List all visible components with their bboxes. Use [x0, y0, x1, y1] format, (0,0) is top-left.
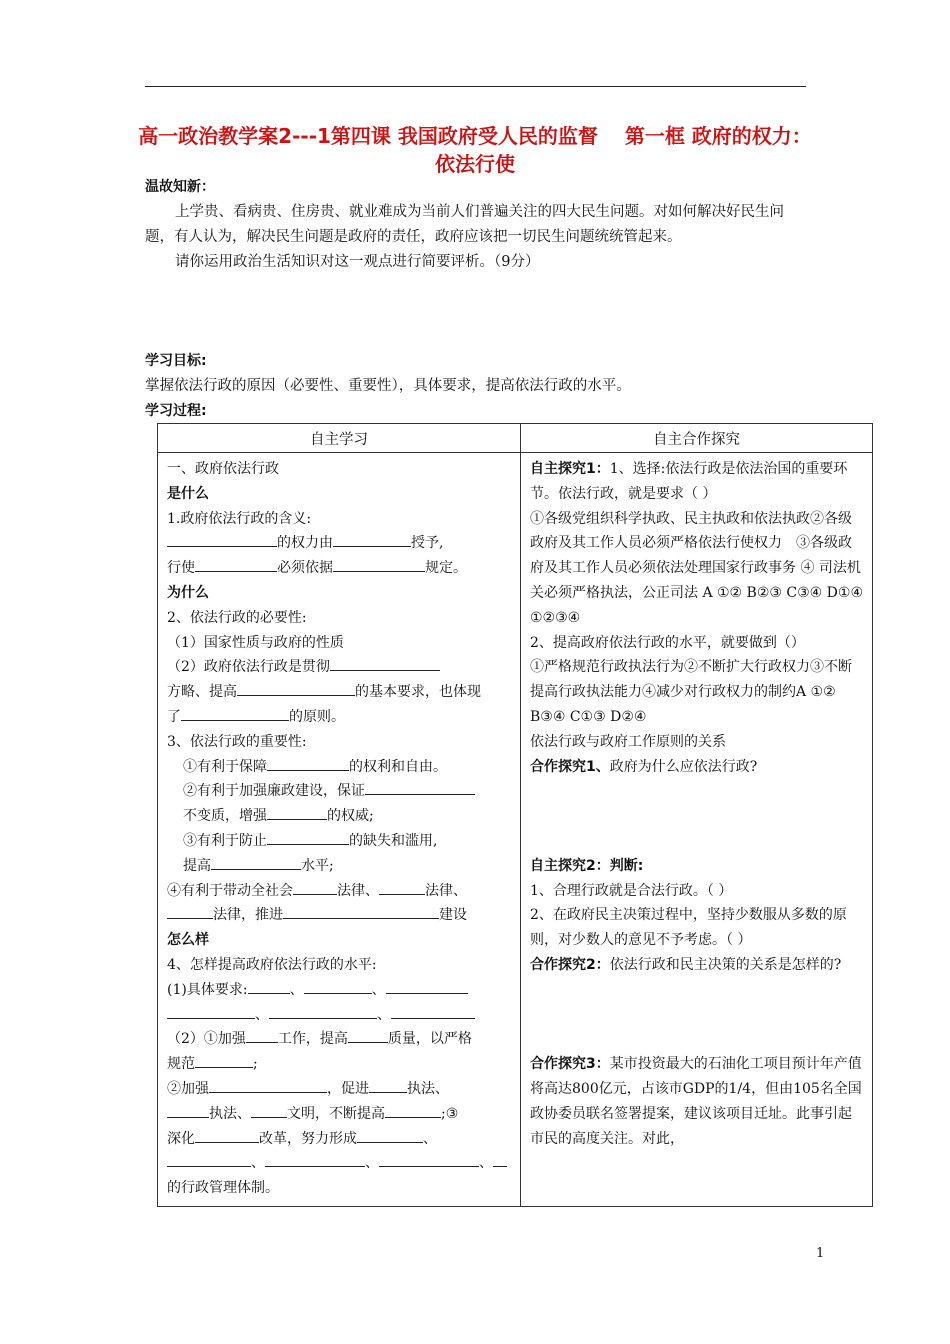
page-title: 高一政治教学案2---1第四课 我国政府受人民的监督 第一框 政府的权力：依法行使	[138, 124, 812, 176]
fill-line-q4c-4: 、 、 、	[167, 1151, 511, 1176]
explore-1-options: ①各级党组织科学执政、民主执政和依法执政②各级政府及其工作人员必须严格依法行使权力 ③各级政府及其工作人员必须依法处理国家行政事务 ④ 司法机关必须严格执法，公正司法 A ①② B②③ C③④ D①④ ①②③④	[530, 510, 877, 626]
review-heading: 温故知新：	[145, 179, 215, 195]
blank[interactable]	[265, 1151, 365, 1167]
q2a-text: （1）国家性质与政府的性质	[167, 634, 344, 651]
blank[interactable]	[333, 531, 411, 547]
fill-line-q2b-2: 方略、提高 的基本要求，也体现	[167, 680, 511, 705]
blank[interactable]	[251, 1102, 287, 1118]
blank[interactable]	[379, 1151, 479, 1167]
blank[interactable]	[195, 1052, 253, 1068]
what-heading: 是什么	[167, 485, 209, 502]
fill-line-q4b-2: 规范 ;	[167, 1052, 511, 1077]
goals-text: 掌握依法行政的原因（必要性、重要性），具体要求，提高依法行政的水平。	[145, 378, 631, 394]
coop-3: 合作探究3：某市投资最大的石油化工项目预计年产值将高达800亿元，占该市GDP的1/4，但由105名全国政协委员联名签署提案，建议该项目迁址。此事引起市民的高度关注。对此，	[530, 1056, 862, 1147]
why-heading: 为什么	[167, 584, 209, 601]
blank[interactable]	[267, 755, 349, 771]
blank[interactable]	[267, 829, 349, 845]
fill-line-q3c: ③有利于防止 的缺失和滥用,	[167, 829, 511, 854]
q4-text: 4、怎样提高政府依法行政的水平:	[167, 956, 377, 973]
blank[interactable]	[167, 1151, 251, 1167]
fill-line-definition-1: 的权力由 授予,	[167, 531, 511, 556]
blank[interactable]	[211, 854, 301, 870]
explore-1-q2: 2、提高政府依法行政的水平，就要做到（）	[530, 634, 805, 651]
blank[interactable]	[293, 879, 337, 895]
study-table	[157, 423, 877, 1207]
explore-1-q2-options: ①严格规范行政执法行为②不断扩大行政权力③不断提高行政执法能力④减少对行政权力的制约A ①② B③④ C①③ D②④	[530, 659, 852, 725]
q2-text: 2、依法行政的必要性:	[167, 609, 307, 626]
blank[interactable]	[385, 1102, 441, 1118]
blank[interactable]	[167, 1003, 255, 1019]
fill-line-q4b: （2）①加强 工作，提高 质量，以严格	[167, 1027, 511, 1052]
blank[interactable]	[348, 1027, 388, 1043]
blank[interactable]	[357, 1127, 423, 1143]
blank[interactable]	[330, 655, 440, 671]
blank[interactable]	[167, 1102, 209, 1118]
blank[interactable]	[304, 978, 372, 994]
blank[interactable]	[269, 1003, 377, 1019]
coop-2: 合作探究2：依法行政和民主决策的关系是怎样的?	[530, 956, 842, 973]
fill-line-q3a: ①有利于保障 的权利和自由。	[167, 755, 511, 780]
coop-1: 合作探究1、政府为什么应依法行政?	[530, 758, 758, 775]
q3-text: 3、依法行政的重要性:	[167, 733, 307, 750]
blank[interactable]	[379, 879, 425, 895]
left-cell	[158, 453, 521, 1207]
fill-line-q3d: ④有利于带动全社会 法律、 法律、	[167, 879, 511, 904]
goals-heading: 学习目标:	[145, 353, 207, 369]
fill-line-q3c-2: 提高 水平;	[167, 854, 511, 879]
right-cell	[521, 453, 877, 1207]
blank[interactable]	[167, 531, 277, 547]
blank[interactable]	[246, 1027, 278, 1043]
explore-2-q1: 1、合理行政就是合法行政。（ ）	[530, 882, 733, 899]
blank[interactable]	[195, 556, 277, 572]
fill-line-q4a-2: 、 、	[167, 1003, 511, 1028]
review-paragraph: 上学贵、看病贵、住房贵、就业难成为当前人们普遍关注的四大民生问题。对如何解决好民生问题，有人认为，解决民生问题是政府的责任，政府应该把一切民生问题统统管起来。	[145, 204, 784, 245]
review-question: 请你运用政治生活知识对这一观点进行简要评析。（9分）	[175, 254, 540, 270]
blank[interactable]	[369, 1077, 407, 1093]
how-heading: 怎么样	[167, 932, 209, 949]
q1-text: 1.政府依法行政的含义:	[167, 510, 312, 527]
fill-line-q4c: ②加强 ，促进 执法、	[167, 1077, 511, 1102]
fill-line-q3b: ②有利于加强廉政建设，保证	[167, 779, 511, 804]
blank[interactable]	[267, 804, 327, 820]
blank[interactable]	[391, 1003, 475, 1019]
explore-2-q2: 2、在政府民主决策过程中，坚持少数服从多数的原则，对少数人的意见不予考虑。（ ）	[530, 907, 847, 949]
fill-line-definition-2: 行使 必须依据 规定。	[167, 556, 511, 581]
fill-line-q4c-5: 的行政管理体制。	[167, 1180, 279, 1197]
process-heading: 学习过程:	[145, 403, 207, 419]
blank[interactable]	[209, 1077, 327, 1093]
blank[interactable]	[493, 1151, 507, 1167]
blank[interactable]	[333, 556, 425, 572]
explore-2-heading: 自主探究2：判断:	[530, 857, 644, 874]
blank[interactable]	[386, 978, 468, 994]
col-header-cooperative: 自主合作探究	[521, 424, 873, 453]
blank[interactable]	[248, 978, 290, 994]
page-number: 1	[816, 1246, 825, 1261]
blank[interactable]	[167, 903, 213, 919]
blank[interactable]	[365, 779, 475, 795]
blank[interactable]	[181, 705, 289, 721]
blank[interactable]	[195, 1127, 259, 1143]
blank[interactable]	[283, 903, 439, 919]
fill-line-q4c-3: 深化 改革，努力形成 、	[167, 1127, 511, 1152]
blank[interactable]	[237, 680, 355, 696]
fill-line-q3b-2: 不变质，增强 的权威;	[167, 804, 511, 829]
explore-1: 自主探究1：1、选择:依法行政是依法治国的重要环节。依法行政，就是要求（ ）	[530, 461, 848, 502]
fill-line-q2b: （2）政府依法行政是贯彻	[167, 655, 511, 680]
fill-line-q3d-2: 法律，推进 建设	[167, 903, 511, 928]
header-rule	[145, 86, 806, 87]
fill-line-q4c-2: 执法、 文明，不断提高 ;③	[167, 1102, 511, 1127]
fill-line-q2b-3: 了 的原则。	[167, 705, 511, 730]
fill-line-q4a: (1)具体要求: 、 、	[167, 978, 511, 1003]
explore-1-relation: 依法行政与政府工作原则的关系	[530, 733, 726, 750]
col-header-self-study: 自主学习	[158, 424, 521, 453]
section-title: 一、政府依法行政	[167, 461, 279, 477]
